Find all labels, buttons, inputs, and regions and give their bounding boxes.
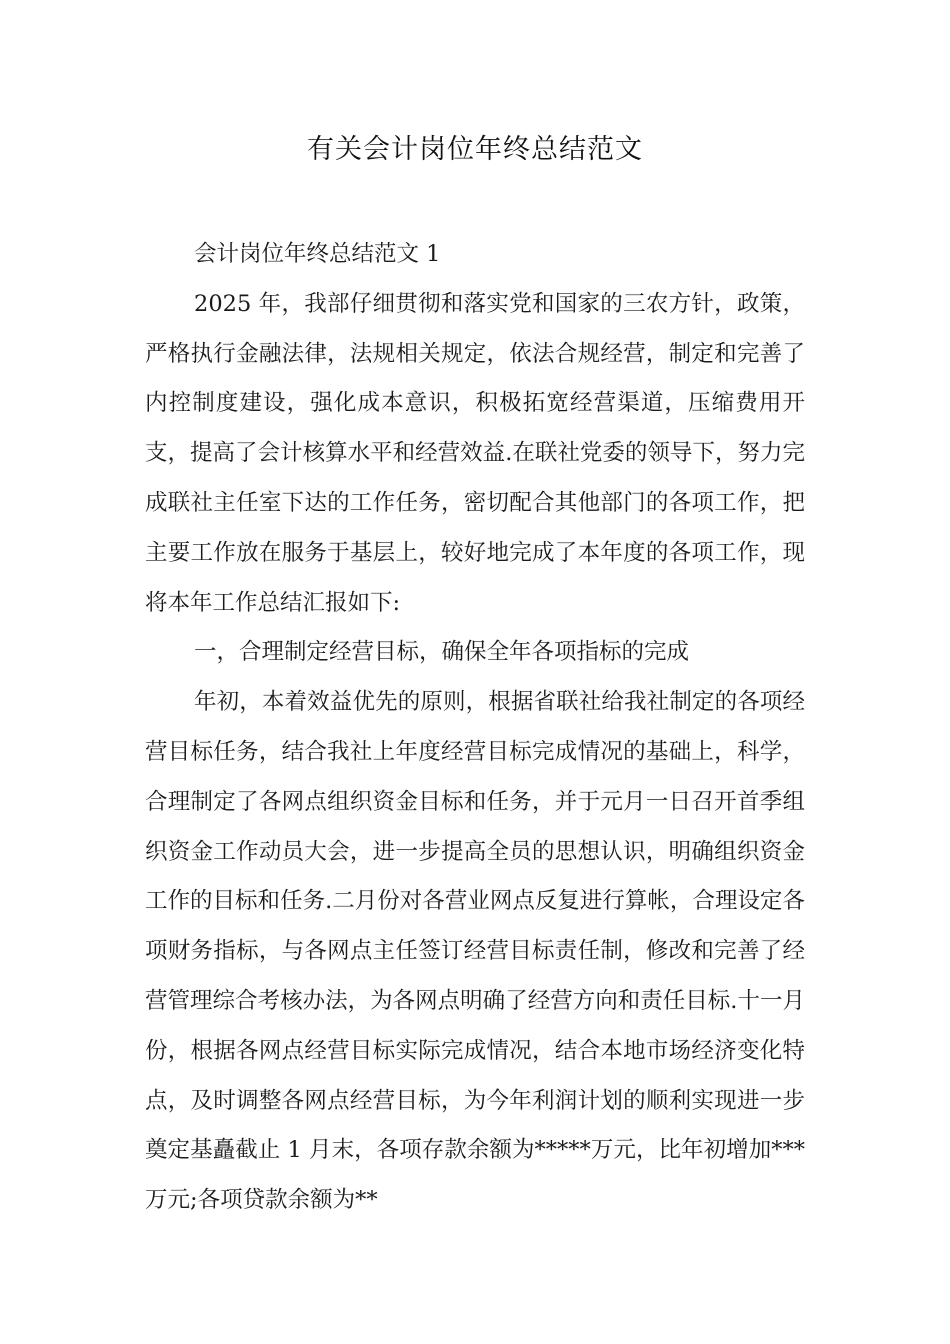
document-title: 有关会计岗位年终总结范文 bbox=[307, 134, 643, 165]
section-subheading: 会计岗位年终总结范文 1 bbox=[194, 241, 441, 267]
section-heading-1: 一，合理制定经营目标，确保全年各项指标的完成 bbox=[194, 639, 690, 666]
document-body bbox=[145, 230, 805, 1226]
paragraph-section-1: 年初，本着效益优先的原则，根据省联社给我社制定的各项经营目标任务，结合我社上年度经营目标完成情况的基础上，科学，合理制定了各网点组织资金目标和任务，并于元月一日召开首季组织资金工作动员大会，进一步提高全员的思想认识，明确组织资金工作的目标和任务.二月份对各营业网点反复进行算帐，合理设定各项财务指标，与各网点主任签订经营目标责任制，修改和完善了经营管理综合考核办法，为各网点明确了经营方向和责任目标.十一月份，根据各网点经营目标实际完成情况，结合本地市场经济变化特点，及时调整各网点经营目标，为今年利润计划的顺利实现进一步奠定基矗截止 1 月末，各项存款余额为*****万元，比年初增加***万元;各项贷款余额为** bbox=[145, 689, 805, 1214]
paragraph-intro: 2025 年，我部仔细贯彻和落实党和国家的三农方针，政策，严格执行金融法律，法规相关规定，依法合规经营，制定和完善了内控制度建设，强化成本意识，积极拓宽经营渠道，压缩费用开支，提高了会计核算水平和经营效益.在联社党委的领导下，努力完成联社主任室下达的工作任务，密切配合其他部门的各项工作，把主要工作放在服务于基层上，较好地完成了本年度的各项工作，现将本年工作总结汇报如下: bbox=[145, 290, 805, 616]
